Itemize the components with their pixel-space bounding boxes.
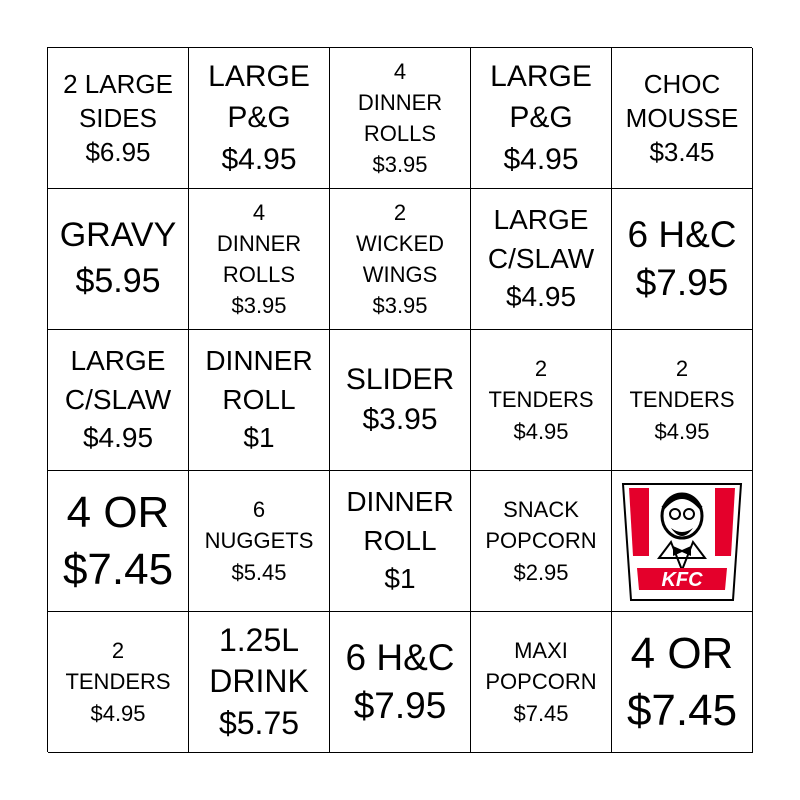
bingo-cell[interactable] (189, 471, 330, 612)
kfc-logo-icon (619, 478, 745, 604)
bingo-cell[interactable] (612, 612, 753, 753)
bingo-cell[interactable] (471, 612, 612, 753)
cell-label: 2 TENDERS $4.95 (488, 356, 594, 444)
bingo-cell[interactable] (48, 330, 189, 471)
cell-label: 2 WICKED WINGS $3.95 (356, 199, 444, 319)
bingo-cell[interactable] (471, 471, 612, 612)
cell-label: 4 OR $7.45 (626, 628, 738, 735)
cell-label: 4 DINNER ROLLS $3.95 (357, 58, 443, 178)
bingo-cell[interactable] (471, 48, 612, 189)
bingo-cell-free[interactable] (612, 471, 753, 612)
bingo-cell[interactable] (48, 471, 189, 612)
bingo-cell[interactable] (48, 189, 189, 330)
bingo-board (47, 47, 752, 752)
bingo-cell[interactable] (330, 330, 471, 471)
bingo-cell[interactable] (48, 612, 189, 753)
cell-label: GRAVY $5.95 (59, 216, 177, 300)
bingo-cell[interactable] (189, 612, 330, 753)
kfc-logo-text: KFC (661, 569, 703, 591)
cell-label: 2 LARGE SIDES $6.95 (63, 68, 173, 168)
bingo-cell[interactable] (189, 189, 330, 330)
bingo-cell[interactable] (189, 330, 330, 471)
bingo-cell[interactable] (330, 189, 471, 330)
cell-label: DINNER ROLL $1 (346, 486, 454, 595)
cell-label: SNACK POPCORN $2.95 (485, 497, 597, 585)
bingo-cell[interactable] (330, 48, 471, 189)
bingo-cell[interactable] (330, 612, 471, 753)
bingo-cell[interactable] (612, 330, 753, 471)
bingo-cell[interactable] (189, 48, 330, 189)
cell-label: 6 H&C $7.95 (627, 213, 737, 303)
cell-label: SLIDER $3.95 (345, 362, 455, 436)
kfc-logo (619, 478, 745, 604)
cell-label: LARGE C/SLAW $4.95 (64, 345, 172, 454)
cell-label: 1.25L DRINK $5.75 (209, 621, 309, 741)
bingo-cell[interactable] (612, 189, 753, 330)
cell-label: 4 OR $7.45 (62, 487, 174, 594)
bingo-cell[interactable] (48, 48, 189, 189)
bingo-cell[interactable] (330, 471, 471, 612)
cell-label: CHOC MOUSSE $3.45 (625, 68, 739, 168)
cell-label: 2 TENDERS $4.95 (65, 638, 171, 726)
cell-label: LARGE P&G $4.95 (208, 60, 310, 176)
cell-label: LARGE P&G $4.95 (490, 60, 592, 176)
cell-label: 6 NUGGETS $5.45 (204, 497, 314, 585)
cell-label: 2 TENDERS $4.95 (629, 356, 735, 444)
cell-label: MAXI POPCORN $7.45 (485, 638, 597, 726)
bingo-cell[interactable] (612, 48, 753, 189)
bingo-cell[interactable] (471, 189, 612, 330)
cell-label: LARGE C/SLAW $4.95 (487, 204, 595, 313)
cell-label: 4 DINNER ROLLS $3.95 (216, 199, 302, 319)
bingo-cell[interactable] (471, 330, 612, 471)
cell-label: DINNER ROLL $1 (205, 345, 313, 454)
cell-label: 6 H&C $7.95 (345, 636, 455, 726)
